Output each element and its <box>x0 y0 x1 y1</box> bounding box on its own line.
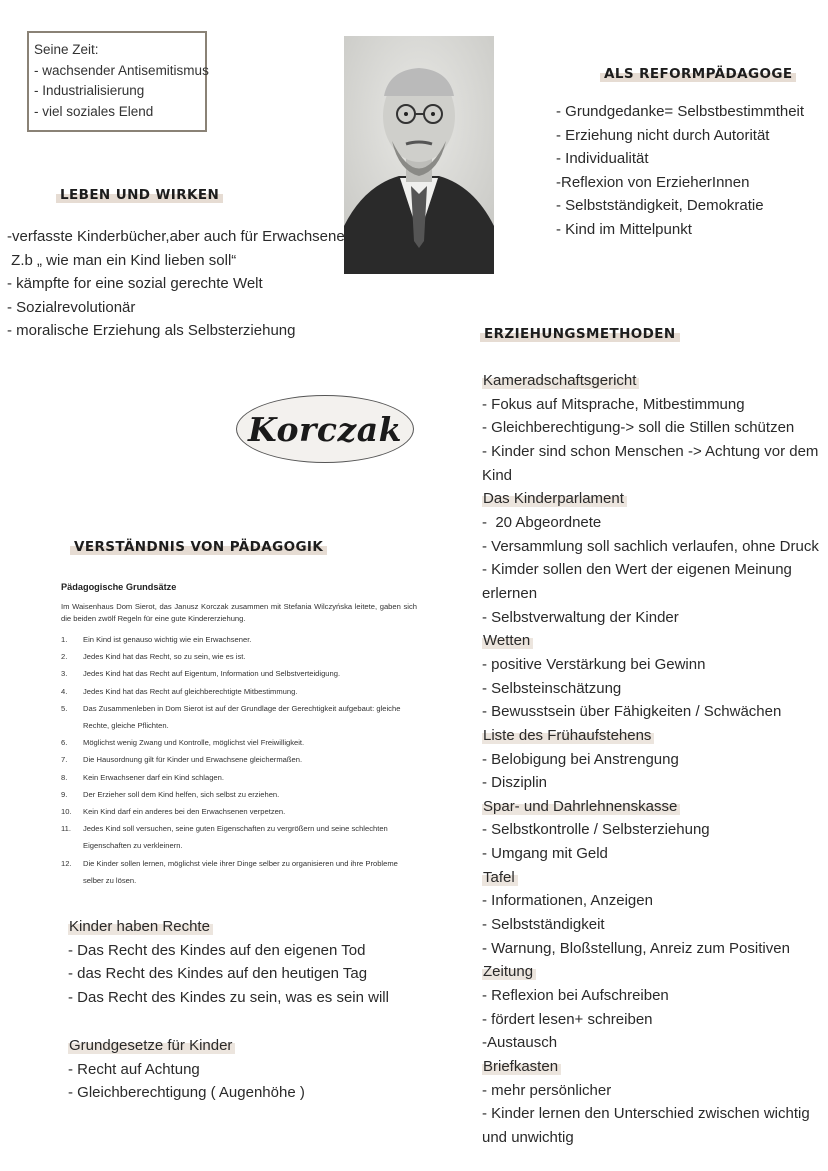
list-item: - Gleichberechtigung-> soll die Stillen schützen <box>482 419 795 437</box>
list-item: - das Recht des Kindes auf den heutigen Tag <box>68 965 368 983</box>
rechte-block <box>68 915 389 1009</box>
context-item: - wachsender Antisemitismus <box>34 62 209 78</box>
rule-item: 4. Jedes Kind hat das Recht auf gleichberechtigte Mitbestimmung. <box>61 686 298 696</box>
list-item: - 20 Abgeordnete <box>482 513 602 531</box>
list-item: - Selbstständigkeit, Demokratie <box>556 197 764 215</box>
korczak-portrait <box>344 36 494 274</box>
context-box <box>27 31 207 132</box>
list-item: - Sozialrevolutionär <box>7 298 136 316</box>
document-intro: Im Waisenhaus Dom Sierot, das Janusz Korczak zusammen mit Stefania Wilczyńska leitete, gaben sich die beiden zwölf Regeln für eine gute Kindererziehung. <box>61 602 417 623</box>
list-item: - Belobigung bei Anstrengung <box>482 750 679 768</box>
list-item: - Versammlung soll sachlich verlaufen, ohne Druck <box>482 537 819 555</box>
list-item: - moralische Erziehung als Selbsterziehung <box>7 322 296 340</box>
list-item: - Disziplin <box>482 774 548 792</box>
list-item: - Erziehung nicht durch Autorität <box>556 126 770 144</box>
list-item: - Das Recht des Kindes zu sein, was es sein will <box>68 988 389 1006</box>
list-item: - Informationen, Anzeigen <box>482 892 653 910</box>
section-heading-leben: LEBEN UND WIRKEN <box>56 187 223 203</box>
list-item: - Selbstverwaltung der Kinder <box>482 608 679 626</box>
grundsaetze-document <box>61 582 417 889</box>
rule-item: 12. Die Kinder sollen lernen, möglichst viele ihrer Dinge selber zu organisieren und ihre Probleme selber zu lösen. <box>61 858 398 885</box>
list-item: - Fokus auf Mitsprache, Mitbestimmung <box>482 395 745 413</box>
section-heading-methoden: ERZIEHUNGSMETHODEN <box>480 326 680 342</box>
rule-item: 10. Kein Kind darf ein anderes bei den Erwachsenen verpetzen. <box>61 807 286 817</box>
rechte-title: Kinder haben Rechte <box>68 918 213 935</box>
method-title: Kameradschaftsgericht <box>482 372 639 389</box>
rule-item: 5. Das Zusammenleben in Dom Sierot ist auf der Grundlage der Gerechtigkeit aufgebaut: gleiche Rechte, gleiche Pflichten. <box>61 703 401 731</box>
rule-item: 3. Jedes Kind hat das Recht auf Eigentum, Information und Selbstverteidigung. <box>61 669 341 679</box>
document-title: Pädagogische Grundsätze <box>61 582 177 592</box>
list-item: - positive Verstärkung bei Gewinn <box>482 655 706 673</box>
rule-item: 2. Jedes Kind hat das Recht, so zu sein, wie es ist. <box>61 652 246 662</box>
method-title: Spar- und Dahrlehnenskasse <box>482 798 680 815</box>
section-heading-reform: ALS REFORMPÄDAGOGE <box>600 66 796 82</box>
list-item: - Reflexion bei Aufschreiben <box>482 987 669 1005</box>
list-item: - Kinder sind schon Menschen -> Achtung vor dem Kind <box>482 442 819 484</box>
rules-list <box>61 631 417 889</box>
method-title: Briefkasten <box>482 1058 561 1075</box>
section-heading-verstaendnis: VERSTÄNDNIS VON PÄDAGOGIK <box>70 539 327 555</box>
list-item: - Selbstkontrolle / Selbsterziehung <box>482 821 710 839</box>
rule-item: 11. Jedes Kind soll versuchen, seine guten Eigenschaften zu vergrößern und seine schlechten Eigenschaften zu verkleinern. <box>61 824 388 851</box>
list-item: Z.b „ wie man ein Kind lieben soll“ <box>7 251 237 269</box>
methods-list <box>482 369 822 1150</box>
rule-item: 7. Die Hausordnung gilt für Kinder und Erwachsene gleichermaßen. <box>61 755 303 765</box>
method-title: Liste des Frühaufstehens <box>482 727 654 744</box>
rule-item: 6. Möglichst wenig Zwang und Kontrolle, möglichst viel Freiwilligkeit. <box>61 738 305 748</box>
method-title: Zeitung <box>482 963 536 980</box>
context-item: - viel soziales Elend <box>34 103 154 119</box>
method-title: Tafel <box>482 869 518 886</box>
rule-item: 8. Kein Erwachsener darf ein Kind schlagen. <box>61 772 224 782</box>
list-item: - Das Recht des Kindes auf den eigenen Tod <box>68 941 366 959</box>
rule-item: 1. Ein Kind ist genauso wichtig wie ein Erwachsener. <box>61 635 252 644</box>
list-item: - Warnung, Bloßstellung, Anreiz zum Positiven <box>482 939 790 957</box>
list-item: - Kinder lernen den Unterschied zwischen wichtig und unwichtig <box>482 1105 810 1146</box>
grundgesetze-block <box>68 1034 305 1105</box>
leben-list <box>7 225 345 343</box>
list-item: -Reflexion von ErzieherInnen <box>556 173 750 191</box>
list-item: - Kimder sollen den Wert der eigenen Meinung erlernen <box>482 561 792 602</box>
list-item: - Kind im Mittelpunkt <box>556 220 692 238</box>
list-item: - Individualität <box>556 150 649 168</box>
list-item: - fördert lesen+ schreiben <box>482 1010 653 1028</box>
method-title: Wetten <box>482 632 533 649</box>
list-item: - Grundgedanke= Selbstbestimmtheit <box>556 103 805 120</box>
list-item: -verfasste Kinderbücher,aber auch für Erwachsene <box>7 228 345 245</box>
list-item: - kämpfte for eine sozial gerechte Welt <box>7 275 263 293</box>
list-item: - Recht auf Achtung <box>68 1060 200 1078</box>
grundgesetze-title: Grundgesetze für Kinder <box>68 1037 235 1054</box>
reform-list <box>556 100 804 242</box>
context-item: - Industrialisierung <box>34 83 145 98</box>
list-item: - Selbsteinschätzung <box>482 679 622 697</box>
list-item: - Bewusstsein über Fähigkeiten / Schwächen <box>482 703 782 721</box>
name-label: Korczak <box>248 409 402 449</box>
list-item: - Gleichberechtigung ( Augenhöhe ) <box>68 1084 305 1102</box>
name-oval <box>236 395 414 463</box>
list-item: - mehr persönlicher <box>482 1081 612 1099</box>
context-title: Seine Zeit: <box>34 42 99 57</box>
list-item: - Selbstständigkeit <box>482 916 605 934</box>
rule-item: 9. Der Erzieher soll dem Kind helfen, sich selbst zu erziehen. <box>61 789 280 799</box>
method-title: Das Kinderparlament <box>482 490 627 507</box>
list-item: - Umgang mit Geld <box>482 845 608 863</box>
list-item: -Austausch <box>482 1034 558 1052</box>
